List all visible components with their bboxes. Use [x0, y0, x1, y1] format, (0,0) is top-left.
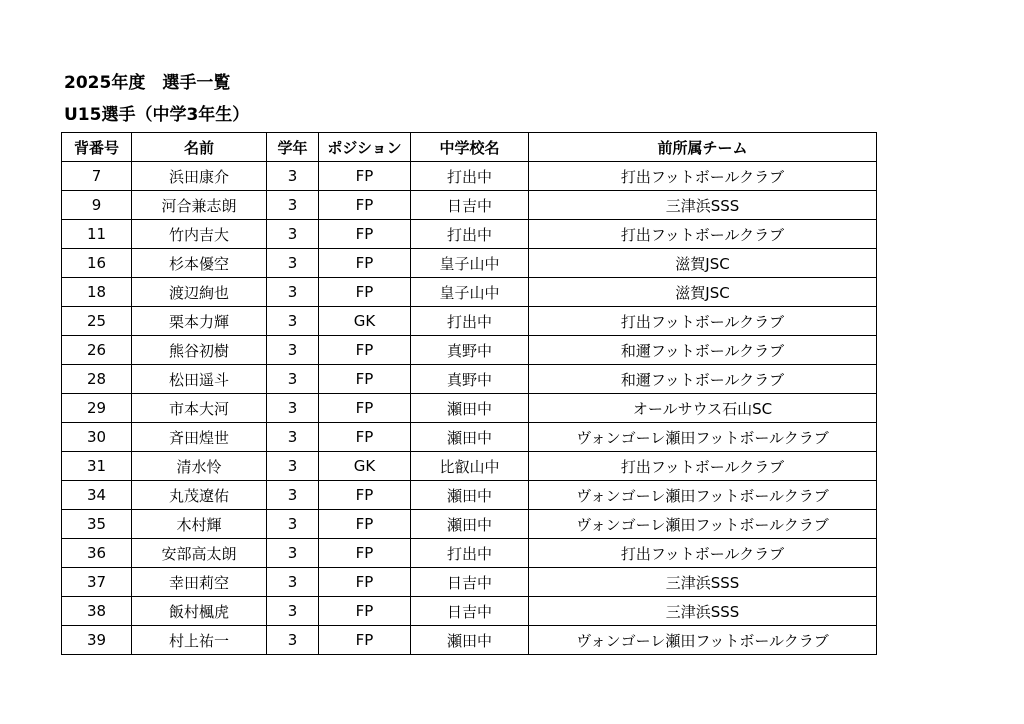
cell-jersey-number: 16: [62, 249, 132, 278]
table-row: [62, 626, 877, 655]
cell-grade: 3: [267, 597, 319, 626]
cell-grade: 3: [267, 191, 319, 220]
table-row: [62, 220, 877, 249]
cell-previous-team: ヴォンゴーレ瀬田フットボールクラブ: [529, 626, 877, 655]
cell-previous-team: ヴォンゴーレ瀬田フットボールクラブ: [529, 510, 877, 539]
cell-grade: 3: [267, 307, 319, 336]
header-school: 中学校名: [411, 133, 529, 162]
cell-previous-team: 打出フットボールクラブ: [529, 452, 877, 481]
cell-previous-team: 打出フットボールクラブ: [529, 307, 877, 336]
cell-jersey-number: 11: [62, 220, 132, 249]
cell-grade: 3: [267, 539, 319, 568]
cell-jersey-number: 35: [62, 510, 132, 539]
table-row: [62, 481, 877, 510]
cell-school: 日吉中: [411, 597, 529, 626]
table-row: [62, 191, 877, 220]
cell-name: 木村輝: [132, 510, 267, 539]
cell-jersey-number: 34: [62, 481, 132, 510]
table-row: [62, 249, 877, 278]
table-row: [62, 568, 877, 597]
cell-position: FP: [319, 249, 411, 278]
cell-previous-team: オールサウス石山SC: [529, 394, 877, 423]
table-row: [62, 597, 877, 626]
header-jersey-number: 背番号: [62, 133, 132, 162]
cell-position: FP: [319, 365, 411, 394]
cell-name: 杉本優空: [132, 249, 267, 278]
cell-school: 皇子山中: [411, 249, 529, 278]
cell-position: FP: [319, 539, 411, 568]
cell-name: 渡辺絢也: [132, 278, 267, 307]
cell-previous-team: 打出フットボールクラブ: [529, 539, 877, 568]
cell-grade: 3: [267, 568, 319, 597]
cell-school: 日吉中: [411, 568, 529, 597]
cell-grade: 3: [267, 394, 319, 423]
cell-school: 打出中: [411, 220, 529, 249]
cell-school: 真野中: [411, 336, 529, 365]
cell-position: FP: [319, 220, 411, 249]
cell-name: 村上祐一: [132, 626, 267, 655]
cell-jersey-number: 38: [62, 597, 132, 626]
cell-name: 松田遥斗: [132, 365, 267, 394]
table-row: [62, 452, 877, 481]
cell-grade: 3: [267, 220, 319, 249]
header-name: 名前: [132, 133, 267, 162]
section-subtitle: U15選手（中学3年生）: [64, 105, 250, 125]
cell-position: FP: [319, 423, 411, 452]
cell-jersey-number: 30: [62, 423, 132, 452]
cell-previous-team: 打出フットボールクラブ: [529, 162, 877, 191]
cell-previous-team: 打出フットボールクラブ: [529, 220, 877, 249]
cell-name: 熊谷初樹: [132, 336, 267, 365]
cell-grade: 3: [267, 336, 319, 365]
cell-school: 打出中: [411, 539, 529, 568]
cell-position: FP: [319, 626, 411, 655]
cell-previous-team: 三津浜SSS: [529, 597, 877, 626]
table-row: [62, 278, 877, 307]
cell-position: FP: [319, 481, 411, 510]
table-row: [62, 510, 877, 539]
table-header-row: [62, 133, 877, 162]
cell-grade: 3: [267, 452, 319, 481]
cell-previous-team: ヴォンゴーレ瀬田フットボールクラブ: [529, 481, 877, 510]
cell-jersey-number: 9: [62, 191, 132, 220]
cell-grade: 3: [267, 423, 319, 452]
page-title: 2025年度 選手一覧: [64, 73, 231, 93]
cell-position: FP: [319, 336, 411, 365]
cell-position: FP: [319, 510, 411, 539]
cell-name: 浜田康介: [132, 162, 267, 191]
cell-name: 幸田莉空: [132, 568, 267, 597]
cell-previous-team: 和邇フットボールクラブ: [529, 365, 877, 394]
cell-grade: 3: [267, 510, 319, 539]
cell-previous-team: 滋賀JSC: [529, 249, 877, 278]
cell-previous-team: 滋賀JSC: [529, 278, 877, 307]
cell-jersey-number: 31: [62, 452, 132, 481]
cell-school: 瀬田中: [411, 626, 529, 655]
cell-position: FP: [319, 568, 411, 597]
cell-position: FP: [319, 162, 411, 191]
cell-school: 真野中: [411, 365, 529, 394]
cell-position: FP: [319, 597, 411, 626]
header-grade: 学年: [267, 133, 319, 162]
header-previous-team: 前所属チーム: [529, 133, 877, 162]
cell-position: FP: [319, 191, 411, 220]
cell-school: 瀬田中: [411, 510, 529, 539]
cell-school: 打出中: [411, 307, 529, 336]
table-row: [62, 307, 877, 336]
cell-previous-team: 三津浜SSS: [529, 191, 877, 220]
cell-grade: 3: [267, 365, 319, 394]
cell-name: 栗本力輝: [132, 307, 267, 336]
cell-grade: 3: [267, 162, 319, 191]
cell-grade: 3: [267, 626, 319, 655]
header-position: ポジション: [319, 133, 411, 162]
cell-name: 安部高太朗: [132, 539, 267, 568]
cell-jersey-number: 29: [62, 394, 132, 423]
cell-name: 市本大河: [132, 394, 267, 423]
cell-jersey-number: 37: [62, 568, 132, 597]
cell-jersey-number: 7: [62, 162, 132, 191]
cell-name: 竹内吉大: [132, 220, 267, 249]
cell-position: GK: [319, 452, 411, 481]
cell-school: 瀬田中: [411, 394, 529, 423]
cell-position: FP: [319, 278, 411, 307]
cell-name: 河合兼志朗: [132, 191, 267, 220]
cell-school: 比叡山中: [411, 452, 529, 481]
cell-jersey-number: 28: [62, 365, 132, 394]
cell-name: 斉田煌世: [132, 423, 267, 452]
cell-school: 皇子山中: [411, 278, 529, 307]
cell-school: 日吉中: [411, 191, 529, 220]
table-row: [62, 423, 877, 452]
table-row: [62, 365, 877, 394]
cell-school: 瀬田中: [411, 423, 529, 452]
cell-name: 飯村楓虎: [132, 597, 267, 626]
cell-name: 丸茂遼佑: [132, 481, 267, 510]
cell-previous-team: ヴォンゴーレ瀬田フットボールクラブ: [529, 423, 877, 452]
cell-school: 瀬田中: [411, 481, 529, 510]
cell-jersey-number: 39: [62, 626, 132, 655]
cell-previous-team: 三津浜SSS: [529, 568, 877, 597]
cell-jersey-number: 26: [62, 336, 132, 365]
cell-position: FP: [319, 394, 411, 423]
player-roster-table: [61, 132, 877, 655]
cell-jersey-number: 18: [62, 278, 132, 307]
cell-jersey-number: 25: [62, 307, 132, 336]
cell-position: GK: [319, 307, 411, 336]
cell-name: 清水怜: [132, 452, 267, 481]
cell-school: 打出中: [411, 162, 529, 191]
cell-jersey-number: 36: [62, 539, 132, 568]
cell-previous-team: 和邇フットボールクラブ: [529, 336, 877, 365]
table-row: [62, 162, 877, 191]
table-row: [62, 539, 877, 568]
table-row: [62, 336, 877, 365]
cell-grade: 3: [267, 278, 319, 307]
cell-grade: 3: [267, 249, 319, 278]
table-row: [62, 394, 877, 423]
table-body: [62, 162, 877, 655]
cell-grade: 3: [267, 481, 319, 510]
